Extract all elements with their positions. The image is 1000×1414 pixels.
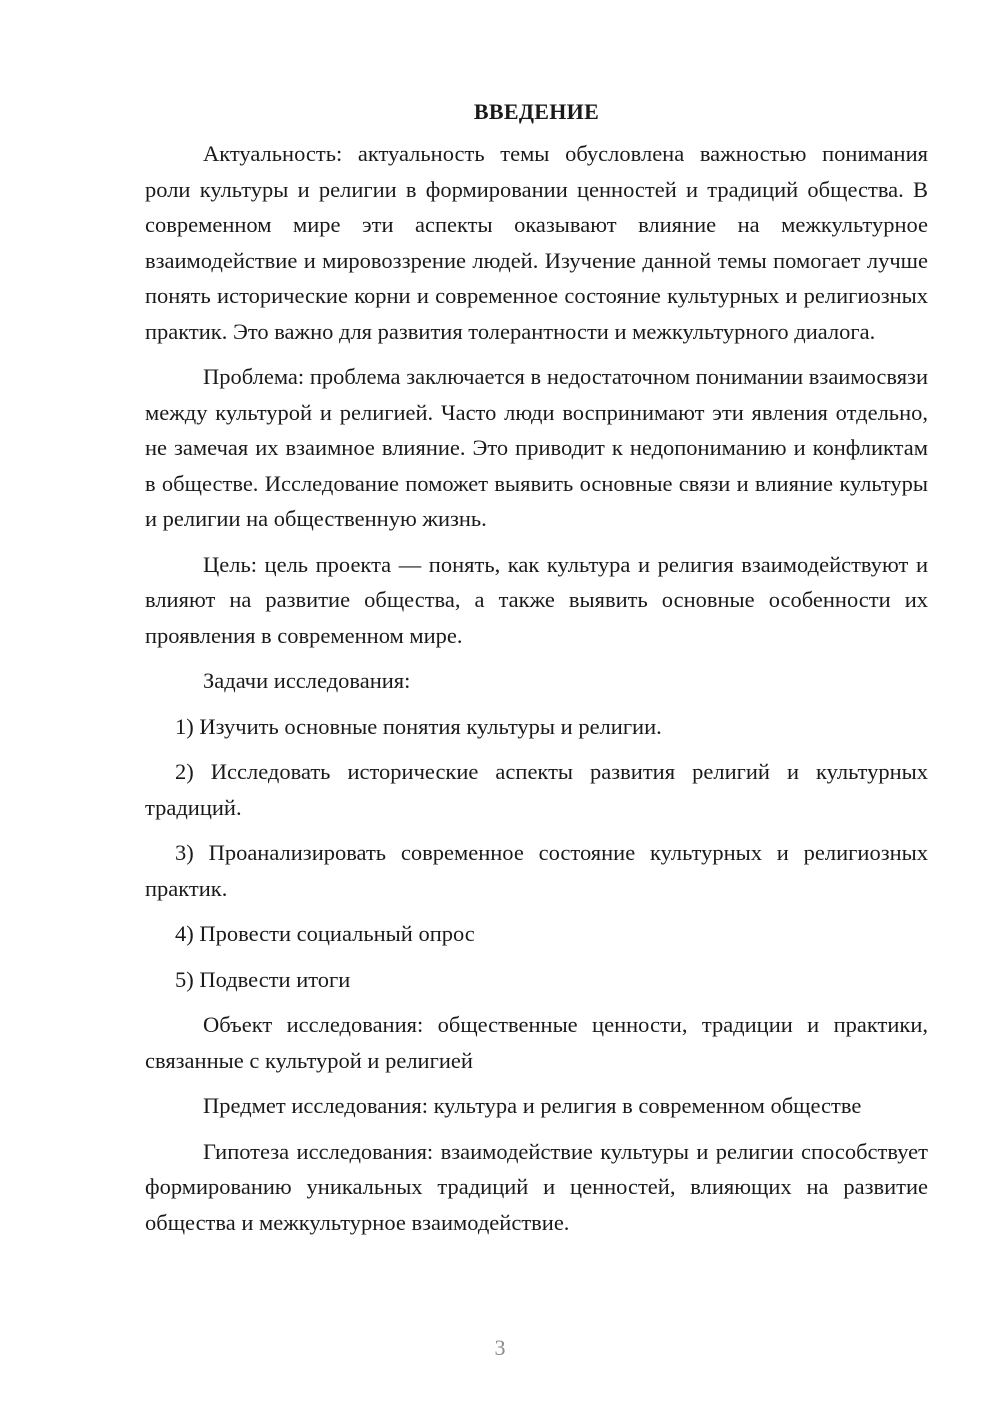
subject-paragraph: Предмет исследования: культура и религия в современном обществе xyxy=(203,1093,862,1118)
goal-paragraph: Цель: цель проекта — понять, как культура и религия взаимодействуют и влияют на развитие общества, а также выявить основные особенности их проявления в современном мире. xyxy=(145,551,928,648)
task-item: 5) Подвести итоги xyxy=(175,966,351,992)
relevance-paragraph: Актуальность: актуальность темы обусловлена важностью понимания роли культуры и религии в формировании ценностей и традиций общества. В современном мире эти аспекты оказывают влияние на межкультурное взаимодействие и мировоззрение людей. Изучение данной темы помогает лучше понять исторические корни и современное состояние культурных и религиозных практик. Это важно для развития толерантности и межкультурного диалога. xyxy=(145,141,928,344)
task-item: 2) Исследовать исторические аспекты развития религий и культурных традиций. xyxy=(145,759,928,820)
task-item: 4) Провести социальный опрос xyxy=(175,921,475,946)
page-content xyxy=(145,98,928,1250)
tasks-heading: Задачи исследования: xyxy=(203,668,411,693)
page-title: ВВЕДЕНИЕ xyxy=(473,99,600,124)
problem-paragraph: Проблема: проблема заключается в недостаточном понимании взаимосвязи между культурой и религией. Часто люди воспринимают эти явления отдельно, не замечая их взаимное влияние. Это приводит к недопониманию и конфликтам в обществе. Исследование поможет выявить основные связи и влияние культуры и религии на общественную жизнь. xyxy=(145,364,928,531)
page-number: 3 xyxy=(494,1335,506,1360)
task-item: 3) Проанализировать современное состояние культурных и религиозных практик. xyxy=(145,840,928,901)
object-paragraph: Объект исследования: общественные ценности, традиции и практики, связанные с культурой и религией xyxy=(145,1012,928,1073)
hypothesis-paragraph: Гипотеза исследования: взаимодействие культуры и религии способствует формированию уникальных традиций и ценностей, влияющих на развитие общества и межкультурное взаимодействие. xyxy=(145,1138,928,1235)
task-item: 1) Изучить основные понятия культуры и религии. xyxy=(175,713,662,739)
